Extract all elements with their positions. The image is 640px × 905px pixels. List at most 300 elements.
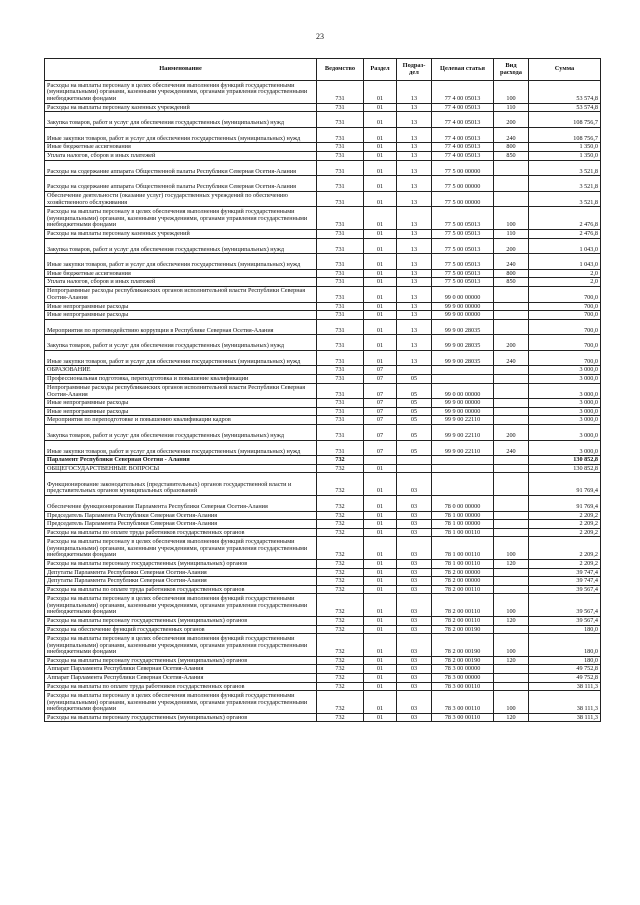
cell-dept: 731 [317, 238, 364, 254]
cell-section: 01 [364, 520, 397, 529]
cell-name: Парламент Республики Северная Осетия - Алания [45, 456, 317, 465]
cell-section: 01 [364, 176, 397, 192]
table-row [45, 585, 601, 594]
cell-exp-type: 120 [494, 713, 529, 722]
cell-name: Иные непрограммные расходы [45, 311, 317, 320]
cell-exp-type: 240 [494, 127, 529, 143]
cell-section: 01 [364, 634, 397, 657]
cell-name: Расходы на выплаты персоналу казенных учреждений [45, 229, 317, 238]
table-row [45, 127, 601, 143]
cell-subsection: 13 [397, 350, 432, 366]
header-sum: Сумма [529, 59, 601, 81]
cell-section: 01 [364, 616, 397, 625]
cell-dept: 731 [317, 375, 364, 384]
cell-subsection: 13 [397, 335, 432, 351]
cell-subsection: 13 [397, 127, 432, 143]
header-target: Целевая статья [432, 59, 494, 81]
cell-subsection: 03 [397, 528, 432, 537]
table-row [45, 528, 601, 537]
table-row [45, 191, 601, 207]
table-row [45, 577, 601, 586]
cell-dept: 732 [317, 537, 364, 560]
cell-target: 78 3 00 00110 [432, 691, 494, 714]
cell-dept: 731 [317, 383, 364, 399]
cell-section: 01 [364, 537, 397, 560]
cell-sum: 3 521,8 [529, 176, 601, 192]
cell-target: 78 3 00 00110 [432, 713, 494, 722]
cell-dept: 731 [317, 229, 364, 238]
cell-dept: 731 [317, 440, 364, 456]
table-row [45, 335, 601, 351]
table-row [45, 254, 601, 270]
cell-subsection: 13 [397, 112, 432, 128]
cell-subsection: 03 [397, 568, 432, 577]
cell-name: Депутаты Парламента Республики Северная Осетия-Алания [45, 568, 317, 577]
cell-dept: 732 [317, 673, 364, 682]
table-row [45, 634, 601, 657]
table-header-row [45, 59, 601, 81]
cell-name: Функционирование законодательных (представительных) органов государственной власти и представительных органов муниципальных образований [45, 473, 317, 496]
cell-exp-type [494, 366, 529, 375]
cell-dept: 732 [317, 496, 364, 512]
cell-subsection: 13 [397, 278, 432, 287]
cell-name: Расходы на выплаты персоналу в целях обеспечения выполнения функций государственными (муниципальными) органами, казенными учреждениями, органами управления государственными внебюджетными фондами [45, 537, 317, 560]
cell-exp-type [494, 473, 529, 496]
cell-target: 78 3 00 00000 [432, 665, 494, 674]
cell-target: 77 4 00 05013 [432, 112, 494, 128]
cell-exp-type: 200 [494, 335, 529, 351]
cell-target: 99 9 00 00000 [432, 311, 494, 320]
cell-section: 01 [364, 238, 397, 254]
cell-dept: 731 [317, 311, 364, 320]
cell-target: 78 1 00 00110 [432, 537, 494, 560]
cell-subsection: 03 [397, 511, 432, 520]
cell-subsection: 05 [397, 399, 432, 408]
cell-name: Иные непрограммные расходы [45, 399, 317, 408]
cell-exp-type [494, 302, 529, 311]
table-row [45, 520, 601, 529]
cell-exp-type [494, 568, 529, 577]
cell-sum: 2 209,2 [529, 511, 601, 520]
cell-target: 77 4 00 05013 [432, 127, 494, 143]
cell-target: 77 5 00 05013 [432, 278, 494, 287]
cell-dept: 731 [317, 176, 364, 192]
cell-exp-type [494, 311, 529, 320]
header-subsection: Подраз- дел [397, 59, 432, 81]
cell-sum: 39 747,4 [529, 577, 601, 586]
cell-target: 99 0 00 00000 [432, 383, 494, 399]
cell-sum: 3 000,0 [529, 366, 601, 375]
cell-exp-type [494, 673, 529, 682]
cell-sum: 108 756,7 [529, 127, 601, 143]
cell-subsection: 13 [397, 302, 432, 311]
cell-subsection [397, 366, 432, 375]
cell-sum: 180,0 [529, 634, 601, 657]
cell-subsection: 03 [397, 625, 432, 634]
table-row [45, 456, 601, 465]
table-row [45, 625, 601, 634]
cell-section: 01 [364, 577, 397, 586]
cell-dept: 732 [317, 585, 364, 594]
cell-subsection: 03 [397, 473, 432, 496]
table-row [45, 682, 601, 691]
cell-subsection: 13 [397, 176, 432, 192]
cell-sum: 2 209,2 [529, 520, 601, 529]
cell-target: 77 5 00 05013 [432, 229, 494, 238]
cell-target: 77 5 00 00000 [432, 191, 494, 207]
table-row [45, 594, 601, 617]
cell-dept: 732 [317, 691, 364, 714]
cell-subsection: 13 [397, 254, 432, 270]
cell-target: 99 9 00 28035 [432, 335, 494, 351]
cell-section: 07 [364, 399, 397, 408]
table-row [45, 656, 601, 665]
cell-section: 01 [364, 207, 397, 230]
cell-exp-type: 100 [494, 691, 529, 714]
cell-sum: 91 769,4 [529, 496, 601, 512]
cell-section: 01 [364, 656, 397, 665]
cell-exp-type: 240 [494, 350, 529, 366]
cell-name: Иные закупки товаров, работ и услуг для обеспечения государственных (муниципальных) нужд [45, 127, 317, 143]
table-row [45, 407, 601, 416]
cell-dept: 731 [317, 278, 364, 287]
table-row [45, 473, 601, 496]
cell-sum: 180,0 [529, 656, 601, 665]
cell-dept: 731 [317, 254, 364, 270]
cell-name: Уплата налогов, сборов и иных платежей [45, 151, 317, 160]
table-row [45, 568, 601, 577]
cell-sum: 39 567,4 [529, 594, 601, 617]
cell-subsection: 03 [397, 577, 432, 586]
cell-sum: 38 111,3 [529, 713, 601, 722]
cell-section: 01 [364, 559, 397, 568]
cell-dept: 732 [317, 559, 364, 568]
table-row [45, 616, 601, 625]
cell-exp-type [494, 176, 529, 192]
cell-subsection: 05 [397, 425, 432, 441]
cell-section: 01 [364, 335, 397, 351]
cell-name: ОБРАЗОВАНИЕ [45, 366, 317, 375]
cell-sum: 180,0 [529, 625, 601, 634]
cell-dept: 732 [317, 511, 364, 520]
cell-section: 07 [364, 383, 397, 399]
cell-sum: 39 567,4 [529, 616, 601, 625]
cell-name: Иные непрограммные расходы [45, 302, 317, 311]
cell-target: 99 9 00 22110 [432, 425, 494, 441]
cell-section: 01 [364, 665, 397, 674]
table-row [45, 511, 601, 520]
cell-exp-type [494, 456, 529, 465]
cell-sum: 700,0 [529, 311, 601, 320]
cell-subsection: 05 [397, 383, 432, 399]
table-row [45, 311, 601, 320]
cell-name: Иные закупки товаров, работ и услуг для обеспечения государственных (муниципальных) нужд [45, 350, 317, 366]
cell-name: Иные непрограммные расходы [45, 407, 317, 416]
cell-target: 78 1 00 00110 [432, 559, 494, 568]
table-row [45, 375, 601, 384]
cell-dept: 732 [317, 594, 364, 617]
table-row [45, 286, 601, 302]
cell-exp-type: 110 [494, 229, 529, 238]
cell-exp-type: 100 [494, 537, 529, 560]
table-row [45, 112, 601, 128]
cell-section: 07 [364, 375, 397, 384]
cell-name: Иные бюджетные ассигнования [45, 143, 317, 152]
cell-exp-type: 120 [494, 656, 529, 665]
cell-target: 78 2 00 00190 [432, 656, 494, 665]
cell-name: Расходы на выплаты персоналу государственных (муниципальных) органов [45, 616, 317, 625]
cell-sum: 2 209,2 [529, 559, 601, 568]
cell-subsection: 03 [397, 537, 432, 560]
budget-table [44, 58, 601, 722]
table-row [45, 160, 601, 176]
cell-exp-type [494, 625, 529, 634]
page-number: 23 [316, 32, 324, 41]
cell-target: 77 5 00 05013 [432, 207, 494, 230]
cell-sum: 53 574,8 [529, 81, 601, 104]
cell-name: Мероприятия по переподготовке и повышению квалификации кадров [45, 416, 317, 425]
cell-name: Обеспечение функционирования Парламента Республики Северная Осетия-Алания [45, 496, 317, 512]
cell-name: Профессиональная подготовка, переподготовка и повышение квалификации [45, 375, 317, 384]
cell-sum: 39 747,4 [529, 568, 601, 577]
cell-target: 78 2 00 00110 [432, 585, 494, 594]
cell-name: Расходы на выплаты по оплате труда работников государственных органов [45, 585, 317, 594]
cell-sum: 3 000,0 [529, 407, 601, 416]
cell-target: 78 3 00 00000 [432, 673, 494, 682]
cell-target: 77 4 00 05013 [432, 151, 494, 160]
cell-name: Расходы на выплаты персоналу казенных учреждений [45, 103, 317, 112]
cell-target: 78 1 00 00000 [432, 511, 494, 520]
cell-exp-type [494, 577, 529, 586]
cell-subsection [397, 456, 432, 465]
table-row [45, 440, 601, 456]
cell-name: Непрограммные расходы республиканских органов исполнительной власти Республики Северная Осетия-Алания [45, 383, 317, 399]
cell-sum: 130 852,8 [529, 456, 601, 465]
cell-section [364, 456, 397, 465]
cell-exp-type: 850 [494, 278, 529, 287]
cell-dept: 732 [317, 520, 364, 529]
cell-sum: 3 000,0 [529, 416, 601, 425]
cell-subsection: 03 [397, 634, 432, 657]
cell-name: Расходы на выплаты по оплате труда работников государственных органов [45, 528, 317, 537]
cell-exp-type [494, 585, 529, 594]
cell-sum: 700,0 [529, 302, 601, 311]
cell-section: 01 [364, 319, 397, 335]
cell-section: 07 [364, 440, 397, 456]
cell-dept: 731 [317, 407, 364, 416]
cell-name: Закупка товаров, работ и услуг для обеспечения государственных (муниципальных) нужд [45, 112, 317, 128]
cell-sum: 53 574,8 [529, 103, 601, 112]
cell-sum: 1 043,0 [529, 254, 601, 270]
cell-exp-type: 100 [494, 634, 529, 657]
cell-section: 01 [364, 713, 397, 722]
cell-name: Расходы на выплаты персоналу в целях обеспечения выполнения функций государственными (муниципальными) органами, казенными учреждениями, органами управления государственными внебюджетными фондами [45, 81, 317, 104]
cell-dept: 731 [317, 350, 364, 366]
cell-exp-type [494, 665, 529, 674]
cell-target: 78 2 00 00110 [432, 594, 494, 617]
cell-target: 99 9 00 22110 [432, 416, 494, 425]
cell-section: 01 [364, 568, 397, 577]
header-exp-type: Вид расхода [494, 59, 529, 81]
cell-exp-type: 100 [494, 207, 529, 230]
cell-sum: 3 000,0 [529, 399, 601, 408]
cell-section: 01 [364, 160, 397, 176]
table-row [45, 665, 601, 674]
cell-exp-type: 240 [494, 254, 529, 270]
cell-section: 07 [364, 366, 397, 375]
table-row [45, 229, 601, 238]
cell-dept: 731 [317, 319, 364, 335]
cell-subsection: 13 [397, 286, 432, 302]
cell-name: Расходы на выплаты персоналу в целях обеспечения выполнения функций государственными (муниципальными) органами, казенными учреждениями, органами управления государственными внебюджетными фондами [45, 634, 317, 657]
cell-sum: 700,0 [529, 335, 601, 351]
cell-subsection: 05 [397, 375, 432, 384]
cell-exp-type [494, 319, 529, 335]
cell-dept: 731 [317, 269, 364, 278]
cell-target: 78 2 00 00000 [432, 577, 494, 586]
cell-dept: 732 [317, 473, 364, 496]
table-row [45, 81, 601, 104]
cell-section: 07 [364, 425, 397, 441]
cell-sum: 1 350,0 [529, 151, 601, 160]
cell-exp-type: 240 [494, 440, 529, 456]
cell-name: Непрограммные расходы республиканских органов исполнительной власти Республики Северная Осетия-Алания [45, 286, 317, 302]
cell-dept: 731 [317, 286, 364, 302]
cell-sum: 1 350,0 [529, 143, 601, 152]
cell-subsection: 13 [397, 103, 432, 112]
cell-section: 01 [364, 302, 397, 311]
cell-section: 01 [364, 112, 397, 128]
table-row [45, 464, 601, 473]
cell-name: Иные закупки товаров, работ и услуг для обеспечения государственных (муниципальных) нужд [45, 254, 317, 270]
cell-target: 77 5 00 05013 [432, 254, 494, 270]
cell-exp-type [494, 682, 529, 691]
cell-subsection: 03 [397, 616, 432, 625]
cell-sum: 700,0 [529, 286, 601, 302]
cell-dept: 732 [317, 528, 364, 537]
cell-subsection: 13 [397, 238, 432, 254]
cell-name: Расходы на выплаты персоналу государственных (муниципальных) органов [45, 559, 317, 568]
cell-exp-type: 110 [494, 103, 529, 112]
cell-section: 07 [364, 416, 397, 425]
cell-target: 77 4 00 05013 [432, 103, 494, 112]
cell-sum: 3 000,0 [529, 375, 601, 384]
cell-section: 01 [364, 278, 397, 287]
cell-name: Расходы на выплаты персоналу в целях обеспечения выполнения функций государственными (муниципальными) органами, казенными учреждениями, органами управления государственными внебюджетными фондами [45, 207, 317, 230]
cell-subsection: 13 [397, 319, 432, 335]
cell-subsection: 13 [397, 81, 432, 104]
cell-exp-type [494, 464, 529, 473]
cell-name: Обеспечение деятельности (оказание услуг) государственных учреждений по обеспечению хозяйственного обслуживания [45, 191, 317, 207]
cell-dept: 731 [317, 335, 364, 351]
cell-target: 78 2 00 00000 [432, 568, 494, 577]
table-row [45, 691, 601, 714]
cell-sum: 700,0 [529, 319, 601, 335]
cell-exp-type [494, 375, 529, 384]
cell-section: 01 [364, 594, 397, 617]
cell-dept: 732 [317, 665, 364, 674]
cell-sum: 108 756,7 [529, 112, 601, 128]
cell-subsection: 13 [397, 207, 432, 230]
cell-dept: 731 [317, 207, 364, 230]
cell-name: Закупка товаров, работ и услуг для обеспечения государственных (муниципальных) нужд [45, 335, 317, 351]
cell-target: 99 9 00 28035 [432, 350, 494, 366]
cell-section: 01 [364, 191, 397, 207]
cell-sum: 91 769,4 [529, 473, 601, 496]
table-row [45, 416, 601, 425]
cell-subsection: 13 [397, 191, 432, 207]
cell-subsection: 03 [397, 691, 432, 714]
table-row [45, 207, 601, 230]
cell-exp-type [494, 383, 529, 399]
cell-target: 77 5 00 00000 [432, 160, 494, 176]
cell-dept: 732 [317, 625, 364, 634]
cell-dept: 731 [317, 191, 364, 207]
cell-section: 01 [364, 528, 397, 537]
cell-section: 01 [364, 691, 397, 714]
cell-exp-type: 200 [494, 425, 529, 441]
cell-exp-type: 120 [494, 616, 529, 625]
header-dept: Ведомство [317, 59, 364, 81]
cell-target [432, 456, 494, 465]
cell-subsection: 13 [397, 160, 432, 176]
cell-target: 78 2 00 00190 [432, 625, 494, 634]
table-row [45, 176, 601, 192]
cell-dept: 731 [317, 143, 364, 152]
cell-subsection: 13 [397, 151, 432, 160]
cell-name: Расходы на выплаты персоналу в целях обеспечения выполнения функций государственными (муниципальными) органами, казенными учреждениями, органами управления государственными внебюджетными фондами [45, 691, 317, 714]
cell-exp-type: 120 [494, 559, 529, 568]
table-row [45, 269, 601, 278]
cell-section: 01 [364, 511, 397, 520]
cell-sum: 49 752,8 [529, 665, 601, 674]
table-row [45, 537, 601, 560]
cell-section: 01 [364, 473, 397, 496]
cell-dept: 732 [317, 656, 364, 665]
cell-subsection: 13 [397, 229, 432, 238]
cell-name: Аппарат Парламента Республики Северная Осетия-Алания [45, 673, 317, 682]
cell-exp-type: 850 [494, 151, 529, 160]
cell-subsection: 03 [397, 665, 432, 674]
cell-sum: 38 111,3 [529, 682, 601, 691]
table-row [45, 713, 601, 722]
cell-exp-type: 100 [494, 81, 529, 104]
cell-name: Председатель Парламента Республики Северная Осетия-Алания [45, 511, 317, 520]
cell-subsection: 05 [397, 407, 432, 416]
cell-name: Аппарат Парламента Республики Северная Осетия-Алания [45, 665, 317, 674]
cell-sum: 2,0 [529, 278, 601, 287]
cell-dept: 732 [317, 456, 364, 465]
cell-sum: 3 521,8 [529, 191, 601, 207]
table-row [45, 383, 601, 399]
table-row [45, 278, 601, 287]
header-name: Наименование [45, 59, 317, 81]
cell-sum: 2 209,2 [529, 528, 601, 537]
cell-exp-type: 800 [494, 269, 529, 278]
cell-dept: 731 [317, 416, 364, 425]
cell-target: 78 2 00 00190 [432, 634, 494, 657]
cell-exp-type: 200 [494, 112, 529, 128]
table-row [45, 103, 601, 112]
cell-target: 78 2 00 00110 [432, 616, 494, 625]
cell-sum: 130 852,8 [529, 464, 601, 473]
cell-exp-type: 800 [494, 143, 529, 152]
cell-exp-type: 100 [494, 594, 529, 617]
cell-name: Мероприятия по противодействию коррупции в Республике Северная Осетия-Алания [45, 319, 317, 335]
cell-target [432, 366, 494, 375]
cell-sum: 49 752,8 [529, 673, 601, 682]
cell-subsection: 13 [397, 311, 432, 320]
